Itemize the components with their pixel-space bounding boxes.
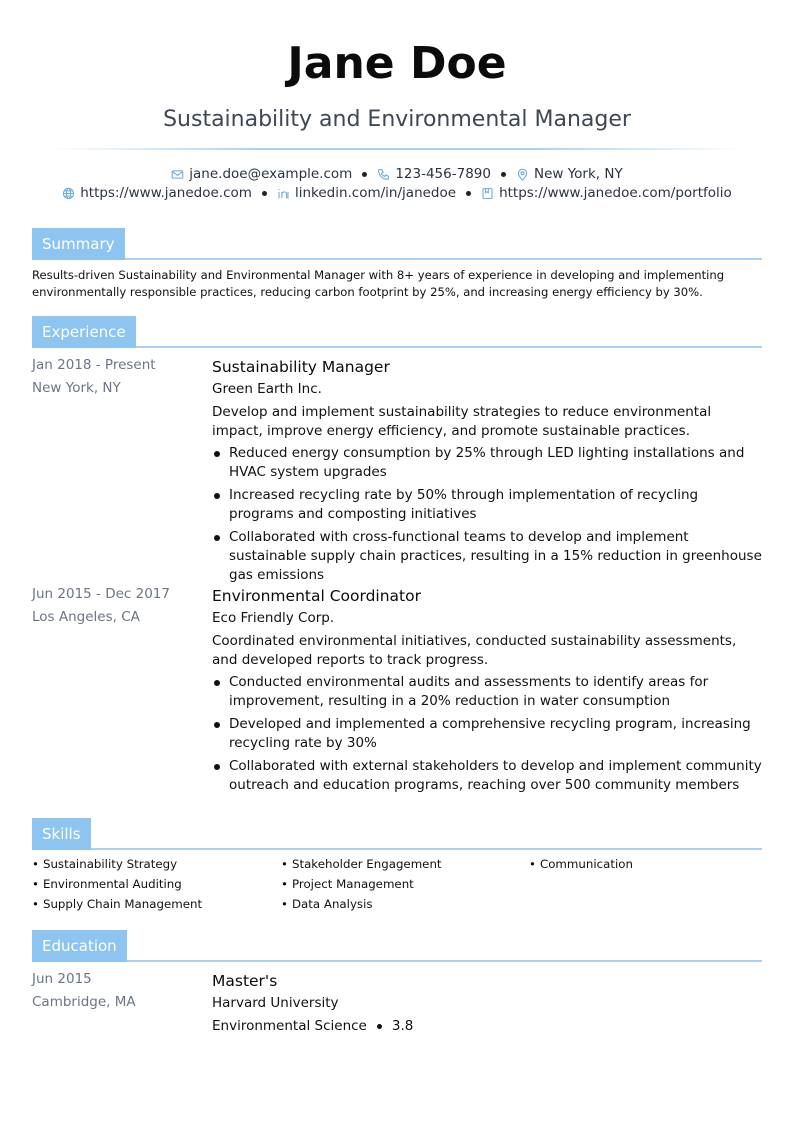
website-text: https://www.janedoe.com: [80, 185, 252, 201]
email-text: jane.doe@example.com: [189, 166, 353, 182]
linkedin-text: linkedin.com/in/janedoe: [294, 185, 457, 201]
entry-date: Jun 2015: [32, 971, 92, 987]
list-item: Reduced energy consumption by 25% through LED lighting installations and HVAC system upgrades: [212, 444, 762, 482]
education-gpa: 3.8: [391, 1018, 414, 1034]
contact-website[interactable]: [62, 185, 252, 201]
section-title: Skills: [32, 818, 91, 850]
entry-location: New York, NY: [32, 380, 121, 396]
candidate-name: Jane Doe: [287, 38, 507, 89]
entry-date: Jan 2018 - Present: [32, 357, 156, 373]
phone-text: 123-456-7890: [395, 166, 491, 182]
entry-body: [212, 357, 762, 589]
skill-item: • Environmental Auditing: [32, 877, 182, 891]
entry-bullets: [212, 673, 762, 795]
entry-location: Los Angeles, CA: [32, 609, 140, 625]
linkedin-icon: [277, 187, 290, 200]
header-divider: [50, 148, 744, 150]
skill-item: • Data Analysis: [281, 897, 373, 911]
location-text: New York, NY: [533, 166, 623, 182]
entry-company: Green Earth Inc.: [212, 381, 322, 397]
contact-phone[interactable]: [377, 166, 491, 182]
summary-text: Results-driven Sustainability and Environmental Manager with 8+ years of experience in developing and implementing environmentally responsible practices, reducing carbon footprint by 25%, and increasing energy efficiency by 30%.: [32, 268, 725, 299]
skill-item: • Stakeholder Engagement: [281, 857, 442, 871]
entry-description: Coordinated environmental initiatives, conducted sustainability assessments, and developed reports to track progress.: [212, 633, 737, 668]
section-title: Experience: [32, 316, 136, 348]
contact-row-secondary: [32, 185, 762, 201]
section-rule: [32, 258, 762, 260]
globe-icon: [62, 187, 75, 200]
skills-section-header: [32, 818, 762, 850]
list-item: Conducted environmental audits and assessments to identify areas for improvement, resulting in a 20% reduction in water consumption: [212, 673, 762, 711]
experience-section-header: [32, 316, 762, 348]
contact-row-primary: [32, 166, 762, 182]
education-degree: Master's: [212, 972, 278, 990]
skill-item: • Project Management: [281, 877, 414, 891]
section-rule: [32, 960, 762, 962]
envelope-icon: [171, 168, 184, 181]
entry-body: [212, 586, 762, 799]
detail-separator: [377, 1024, 382, 1029]
entry-company: Eco Friendly Corp.: [212, 610, 335, 626]
map-pin-icon: [516, 168, 529, 181]
skill-item: • Sustainability Strategy: [32, 857, 177, 871]
contact-separator: [466, 191, 471, 196]
contact-portfolio[interactable]: [481, 185, 732, 201]
contact-email[interactable]: [171, 166, 352, 182]
education-school: Harvard University: [212, 995, 339, 1011]
entry-location: Cambridge, MA: [32, 994, 136, 1010]
contact-separator: [501, 172, 506, 177]
entry-description: Develop and implement sustainability strategies to reduce environmental impact, improve energy efficiency, and promote sustainable practices.: [212, 404, 712, 439]
list-item: Developed and implemented a comprehensive recycling program, increasing recycling rate by 30%: [212, 715, 762, 753]
list-item: Collaborated with external stakeholders to develop and implement community outreach and education programs, reaching over 500 community members: [212, 757, 762, 795]
skill-item: • Supply Chain Management: [32, 897, 202, 911]
entry-role: Sustainability Manager: [212, 358, 390, 376]
contact-linkedin[interactable]: [277, 185, 456, 201]
job-title: Sustainability and Environmental Manager: [163, 107, 631, 132]
phone-icon: [377, 168, 390, 181]
section-rule: [32, 346, 762, 348]
list-item: Increased recycling rate by 50% through implementation of recycling programs and composting initiatives: [212, 486, 762, 524]
contact-location: [516, 166, 623, 182]
education-detail: [212, 1017, 762, 1036]
bookmark-icon: [481, 187, 494, 200]
education-section-header: [32, 930, 762, 962]
contact-separator: [362, 172, 367, 177]
skill-item: • Communication: [529, 857, 633, 871]
entry-body: [212, 971, 762, 1036]
section-title: Education: [32, 930, 127, 962]
portfolio-text: https://www.janedoe.com/portfolio: [499, 185, 732, 201]
summary-section-header: [32, 228, 762, 260]
list-item: Collaborated with cross-functional teams to develop and implement sustainable supply chain practices, resulting in a 15% reduction in greenhouse gas emissions: [212, 528, 762, 585]
education-field: Environmental Science: [212, 1018, 367, 1034]
entry-bullets: [212, 444, 762, 585]
entry-date: Jun 2015 - Dec 2017: [32, 586, 170, 602]
section-title: Summary: [32, 228, 125, 260]
section-rule: [32, 848, 762, 850]
contact-separator: [262, 191, 267, 196]
entry-role: Environmental Coordinator: [212, 587, 421, 605]
